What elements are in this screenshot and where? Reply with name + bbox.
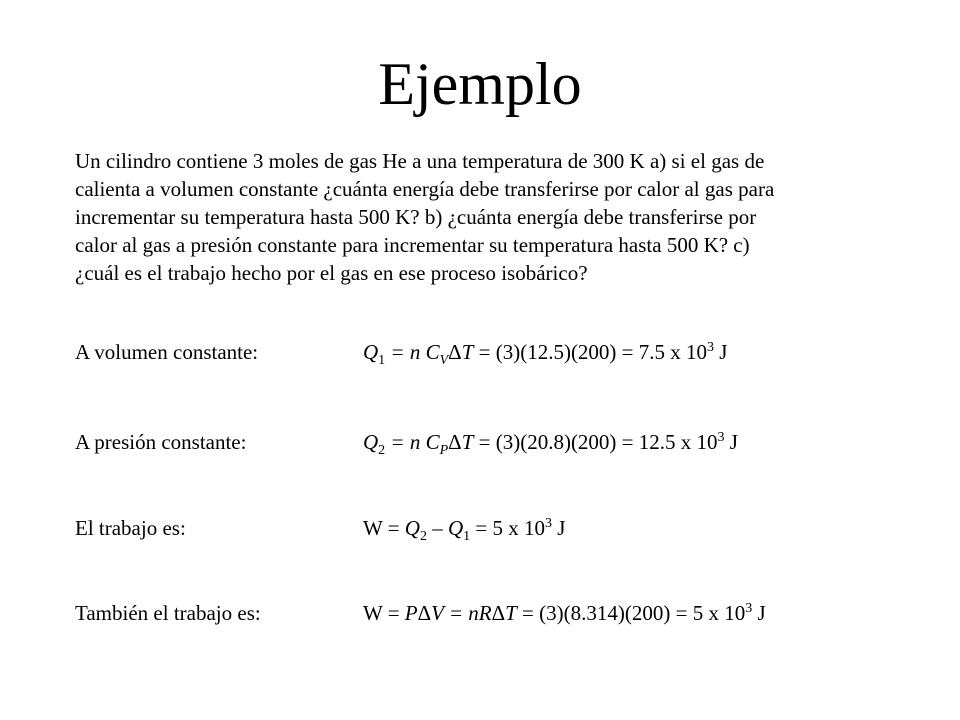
equation-result: = 5 x 10 [470, 516, 545, 540]
symbol-q: Q [363, 430, 379, 454]
row-label: El trabajo es: [75, 516, 186, 540]
subscript: 1 [378, 353, 386, 368]
equation-result: = (3)(8.314)(200) = 5 x 10 [516, 601, 746, 625]
equation-part: W = [363, 516, 405, 540]
problem-line: incrementar su temperatura hasta 500 K? b) ¿cuánta energía debe transferirse por [75, 205, 757, 229]
problem-line: calor al gas a presión constante para incrementar su temperatura hasta 500 K? c) [75, 233, 750, 257]
symbol-t: T [505, 601, 517, 625]
problem-statement [75, 147, 875, 287]
equation [363, 428, 738, 456]
slide-title: Ejemplo [378, 51, 582, 117]
delta-symbol: Δ [448, 340, 462, 364]
symbol-t: T [461, 340, 474, 364]
symbol-nr: nR [468, 601, 492, 625]
row-label: A volumen constante: [75, 340, 259, 364]
equation-result: = (3)(20.8)(200) = 12.5 x 10 [473, 430, 718, 454]
exponent: 3 [717, 430, 725, 445]
delta-symbol: Δ [448, 430, 462, 454]
equation [363, 599, 766, 627]
symbol-q: Q [404, 516, 420, 540]
equation-result: = (3)(12.5)(200) = 7.5 x 10 [473, 340, 708, 364]
exponent: 3 [544, 516, 552, 531]
equation-part: = n C [385, 340, 440, 364]
delta-symbol: Δ [491, 601, 506, 625]
exponent: 3 [745, 601, 753, 616]
symbol-p: P [404, 601, 418, 625]
symbol-q: Q [447, 516, 464, 540]
row-label: A presión constante: [75, 430, 247, 454]
unit: J [551, 516, 566, 540]
subscript: 2 [378, 443, 386, 458]
equation [363, 338, 727, 366]
subscript: 2 [419, 529, 427, 544]
row-label: También el trabajo es: [75, 601, 261, 625]
symbol-t: T [461, 430, 474, 454]
exponent: 3 [707, 340, 715, 355]
unit: J [752, 601, 766, 625]
unit: J [724, 430, 738, 454]
problem-line: calienta a volumen constante ¿cuánta energía debe transferirse por calor al gas para [75, 177, 775, 201]
equation-part: = n C [385, 430, 440, 454]
subscript: V [439, 353, 449, 368]
problem-line: ¿cuál es el trabajo hecho por el gas en ese proceso isobárico? [75, 261, 588, 285]
delta-symbol: Δ [417, 601, 432, 625]
symbol-q: Q [363, 340, 379, 364]
unit: J [714, 340, 728, 364]
equation [363, 514, 565, 542]
symbol-v: V [431, 601, 444, 625]
minus-sign: – [426, 516, 448, 540]
equation-part: W = [363, 601, 405, 625]
subscript: 1 [463, 529, 471, 544]
equation-part: = [443, 601, 469, 625]
problem-line: Un cilindro contiene 3 moles de gas He a una temperatura de 300 K a) si el gas de [75, 149, 765, 173]
subscript: P [439, 443, 449, 458]
